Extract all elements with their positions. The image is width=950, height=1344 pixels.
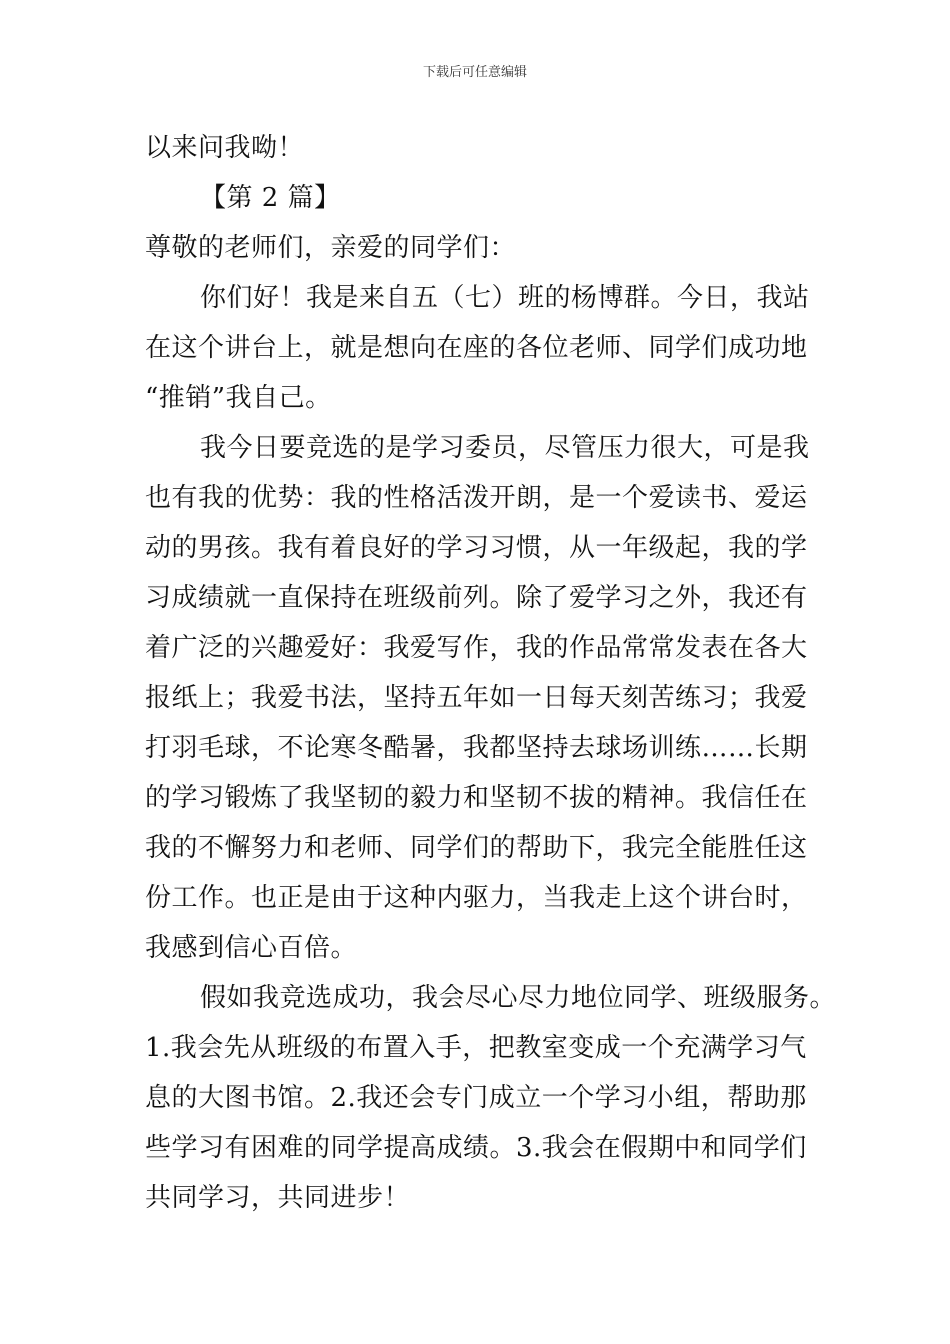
paragraph-line: 也有我的优势：我的性格活泼开朗，是一个爱读书、爱运 (145, 483, 808, 513)
paragraph-line: 我感到信心百倍。 (145, 933, 358, 963)
salutation: 尊敬的老师们，亲爱的同学们： (145, 233, 517, 263)
paragraph-line: 你们好！我是来自五（七）班的杨博群。今日，我站 (200, 283, 810, 313)
text-line: 以来问我呦！ (145, 133, 305, 163)
paragraph-line: 的学习锻炼了我坚韧的毅力和坚韧不拔的精神。我信任在 (145, 783, 808, 813)
paragraph-line: “推销”我自己。 (145, 383, 332, 413)
paragraph-line: 习成绩就一直保持在班级前列。除了爱学习之外，我还有 (145, 583, 808, 613)
paragraph-line: 份工作。也正是由于这种内驱力，当我走上这个讲台时， (145, 883, 808, 913)
paragraph-line: 假如我竞选成功，我会尽心尽力地位同学、班级服务。 (200, 983, 837, 1013)
paragraph-line: 我的不懈努力和老师、同学们的帮助下，我完全能胜任这 (145, 833, 808, 863)
section-heading: 【第 2 篇】 (200, 183, 341, 213)
paragraph-line: 些学习有困难的同学提高成绩。3.我会在假期中和同学们 (145, 1133, 807, 1163)
page-header: 下载后可任意编辑 (422, 65, 527, 80)
paragraph-line: 动的男孩。我有着良好的学习习惯，从一年级起，我的学 (145, 533, 808, 563)
paragraph-line: 息的大图书馆。2.我还会专门成立一个学习小组，帮助那 (145, 1083, 807, 1113)
paragraph-line: 共同学习，共同进步！ (145, 1183, 411, 1213)
paragraph-line: 我今日要竞选的是学习委员，尽管压力很大，可是我 (200, 433, 810, 463)
paragraph-line: 报纸上；我爱书法，坚持五年如一日每天刻苦练习；我爱 (145, 683, 808, 713)
paragraph-line: 打羽毛球，不论寒冬酷暑，我都坚持去球场训练……长期 (145, 733, 808, 763)
paragraph-line: 1.我会先从班级的布置入手，把教室变成一个充满学习气 (145, 1033, 807, 1063)
paragraph-line: 着广泛的兴趣爱好：我爱写作，我的作品常常发表在各大 (145, 633, 808, 663)
paragraph-line: 在这个讲台上，就是想向在座的各位老师、同学们成功地 (145, 333, 808, 363)
